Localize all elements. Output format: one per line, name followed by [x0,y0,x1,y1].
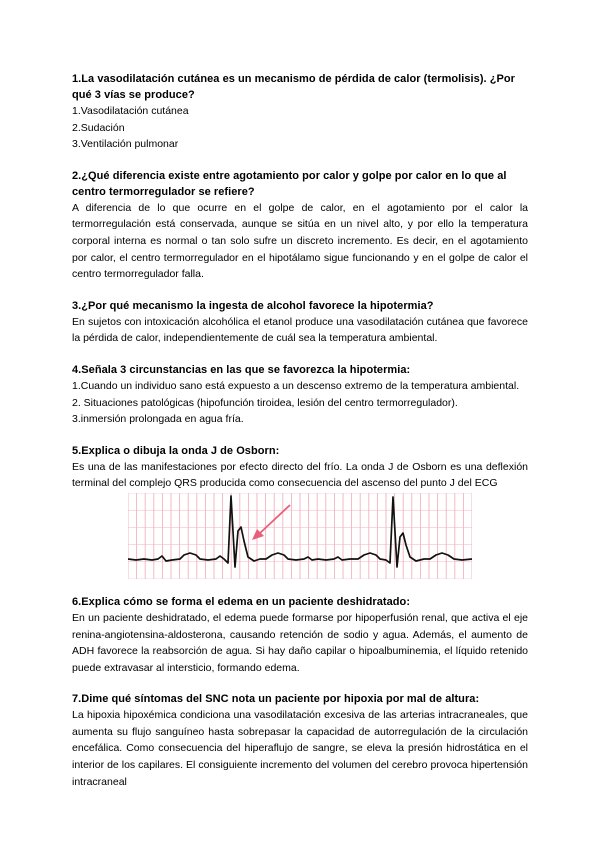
question-4-heading: 4.Señala 3 circunstancias en las que se favorezca la hipotermia: [72,363,411,376]
question-2-answer: A diferencia de lo que ocurre en el golpe de calor, en el agotamiento por el calor la termorregulación está conservada, aunque se sitúa en un nivel alto, y por ello la temperatura corporal interna es normal o tan solo sufre un discreto incremento. Es decir, en el agotamiento por calor, el centro termorregulador en el hipotálamo sigue funcionando y en el golpe de calor el centro termorregulador falla. [72,201,528,281]
question-5-heading: 5.Explica o dibuja la onda J de Osborn: [72,444,280,457]
question-7-heading: 7.Dime qué síntomas del SNC nota un paciente por hipoxia por mal de altura: [72,693,480,706]
question-7 [72,691,528,790]
list-item: 1.Cuando un individuo sano está expuesto a un descenso extremo de la temperatura ambiental. [72,379,520,392]
question-5 [72,443,528,579]
question-6-answer: En un paciente deshidratado, el edema puede formarse por hipoperfusión renal, que activa el eje renina-angiotensina-aldosterona, causando retención de sodio y agua. Además, el aumento de ADH favorece la reabsorción de agua. Si hay daño capilar o hipoalbuminemia, el líquido retenido puede extravasar al intersticio, formando edema. [72,611,528,674]
question-2 [72,168,528,283]
question-3 [72,298,528,347]
ecg-osborn-wave-image [128,493,472,579]
question-4 [72,362,528,428]
ecg-strip-icon [128,493,472,579]
list-item: 3.inmersión prolongada en agua fría. [72,413,244,426]
list-item: 3.Ventilación pulmonar [72,138,179,151]
list-item: 2.Sudación [72,121,125,134]
ecg-grid [128,493,472,579]
question-5-answer: Es una de las manifestaciones por efecto directo del frío. La onda J de Osborn es una deflexión terminal del complejo QRS producida como consecuencia del ascenso del punto J del ECG [72,460,528,490]
question-6-heading: 6.Explica cómo se forma el edema en un paciente deshidratado: [72,595,411,608]
question-3-answer: En sujetos con intoxicación alcohólica el etanol produce una vasodilatación cutánea que favorece la pérdida de calor, independientemente de cuál sea la temperatura ambiental. [72,315,528,345]
question-1 [72,71,528,153]
list-item: 1.Vasodilatación cutánea [72,105,189,117]
question-2-heading: 2.¿Qué diferencia existe entre agotamiento por calor y golpe por calor en lo que al centro termorregulador se refiere? [72,169,507,198]
list-item: 2. Situaciones patológicas (hipofunción tiroidea, lesión del centro termorregulador). [72,396,458,409]
question-7-answer: La hipoxia hipoxémica condiciona una vasodilatación excesiva de las arterias intracraneales, que aumenta su flujo sanguíneo hasta sobrepasar la capacidad de autorregulación de la circulación encefálica. Como consecuencia del hiperaflujo de sangre, se eleva la presión hidrostática en el interior de los capilares. El consiguiente incremento del volumen del cerebro provoca hipertensión intracraneal [72,709,528,788]
question-3-heading: 3.¿Por qué mecanismo la ingesta de alcohol favorece la hipotermia? [72,299,434,312]
document-page [72,71,528,805]
question-6 [72,594,528,676]
question-1-heading: 1.La vasodilatación cutánea es un mecanismo de pérdida de calor (termolisis). ¿Por qué 3 vías se produce? [72,73,516,101]
